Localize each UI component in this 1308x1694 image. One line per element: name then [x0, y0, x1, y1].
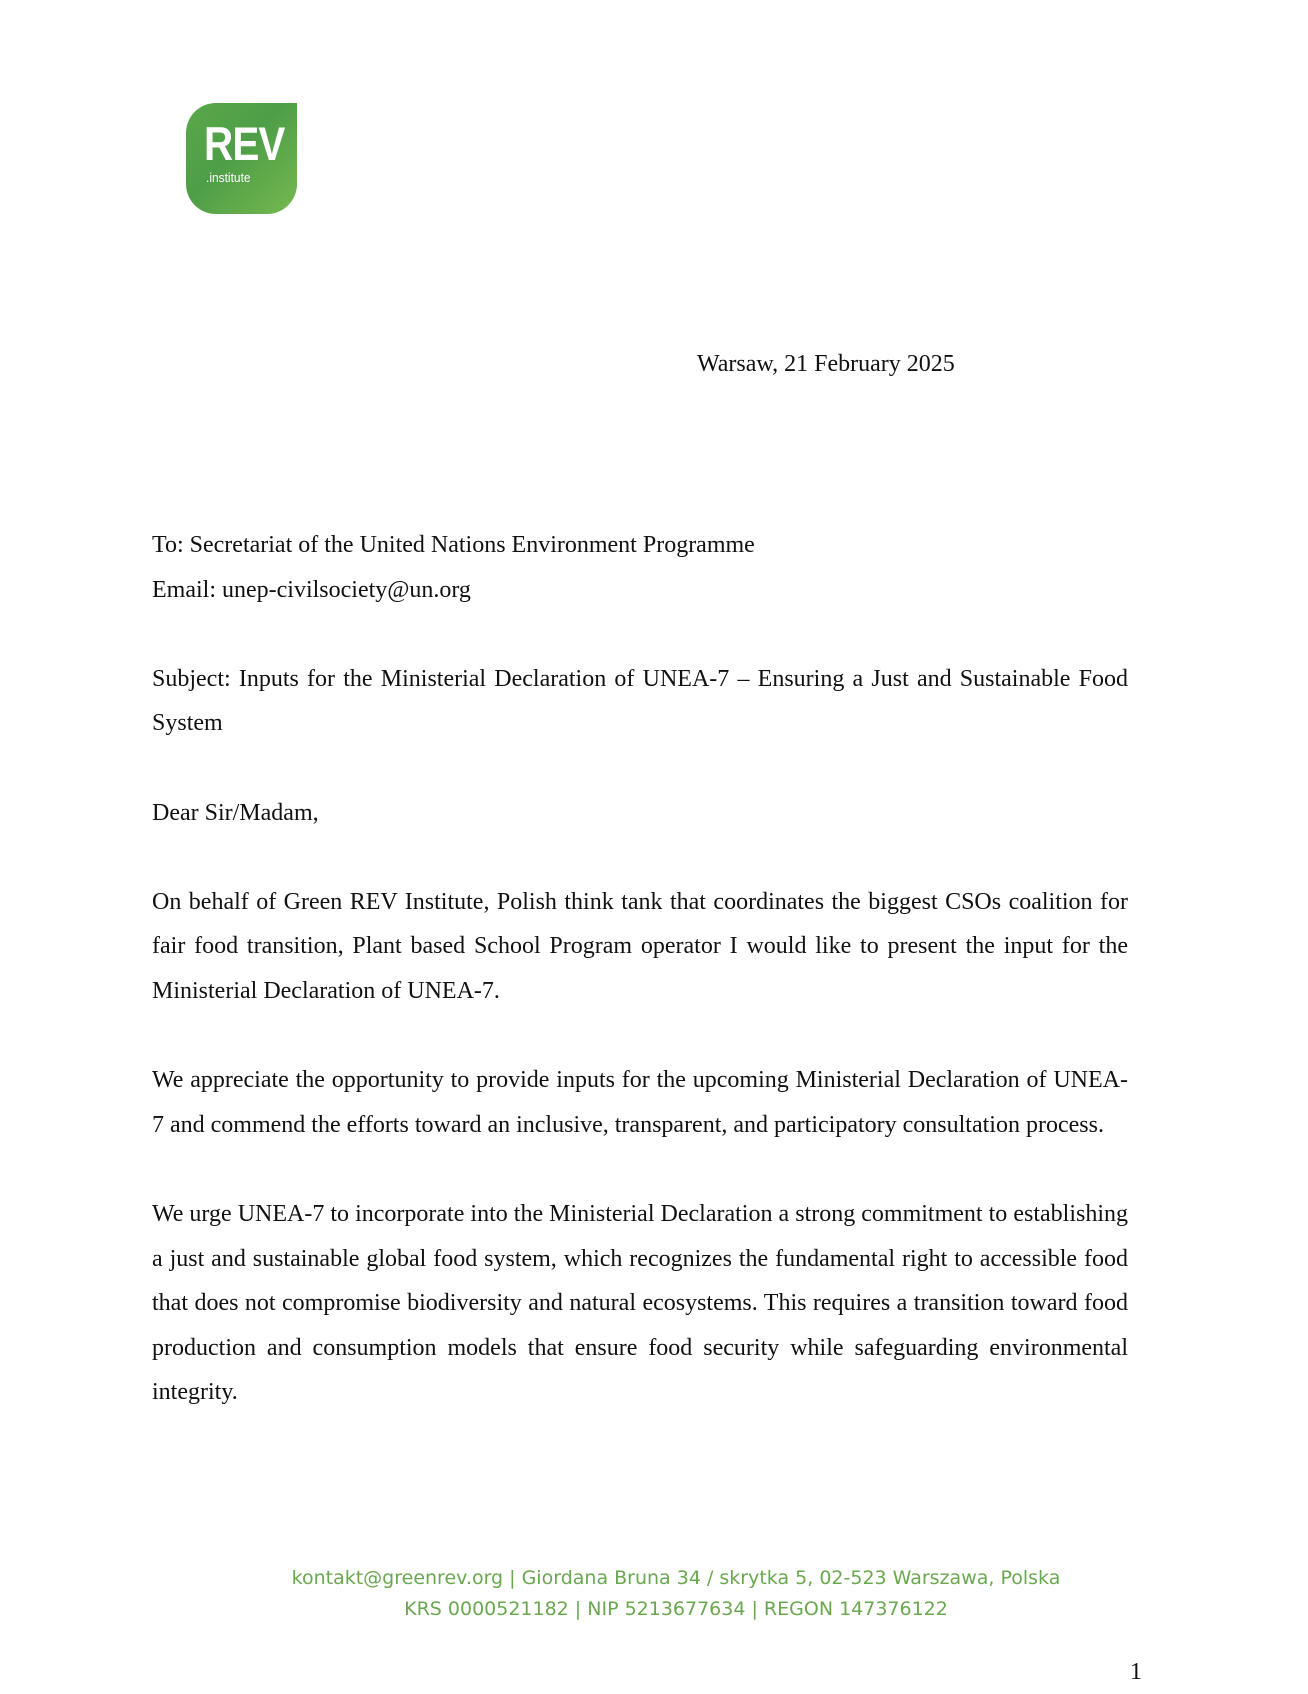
letter-date: Warsaw, 21 February 2025 — [697, 351, 955, 377]
letter-salutation: Dear Sir/Madam, — [152, 799, 319, 826]
logo-main-text: REV — [204, 117, 285, 170]
rev-institute-logo — [186, 103, 297, 214]
footer-contact-line: kontakt@greenrev.org | Giordana Bruna 34 / skrytka 5, 02-523 Warszawa, Polska — [291, 1567, 1061, 1589]
body-paragraph-1: On behalf of Green REV Institute, Polish think tank that coordinates the biggest CSOs coalition for fair food transition, Plant based School Program operator I would like to present the input for the Ministerial Declaration of UNEA-7. — [152, 888, 1128, 1004]
letter-body — [152, 523, 1128, 1415]
body-paragraph-3: We urge UNEA-7 to incorporate into the Ministerial Declaration a strong commitment to establishing a just and sustainable global food system, which recognizes the fundamental right to accessible food that does not compromise biodiversity and natural ecosystems. This requires a transition toward food production and consumption models that ensure food security while safeguarding environmental integrity. — [152, 1200, 1128, 1406]
page-number: 1 — [1130, 1659, 1142, 1685]
letter-subject: Subject: Inputs for the Ministerial Declaration of UNEA-7 – Ensuring a Just and Sustainable Food System — [152, 665, 1128, 737]
logo-sub-text: .institute — [206, 170, 251, 185]
recipient-email: Email: unep-civilsociety@un.org — [152, 576, 471, 603]
footer-registration-line: KRS 0000521182 | NIP 5213677634 | REGON 147376122 — [404, 1598, 948, 1620]
recipient-line: To: Secretariat of the United Nations Environment Programme — [152, 532, 755, 558]
body-paragraph-2: We appreciate the opportunity to provide inputs for the upcoming Ministerial Declaration of UNEA-7 and commend the efforts toward an inclusive, transparent, and participatory consultation process. — [152, 1067, 1128, 1138]
